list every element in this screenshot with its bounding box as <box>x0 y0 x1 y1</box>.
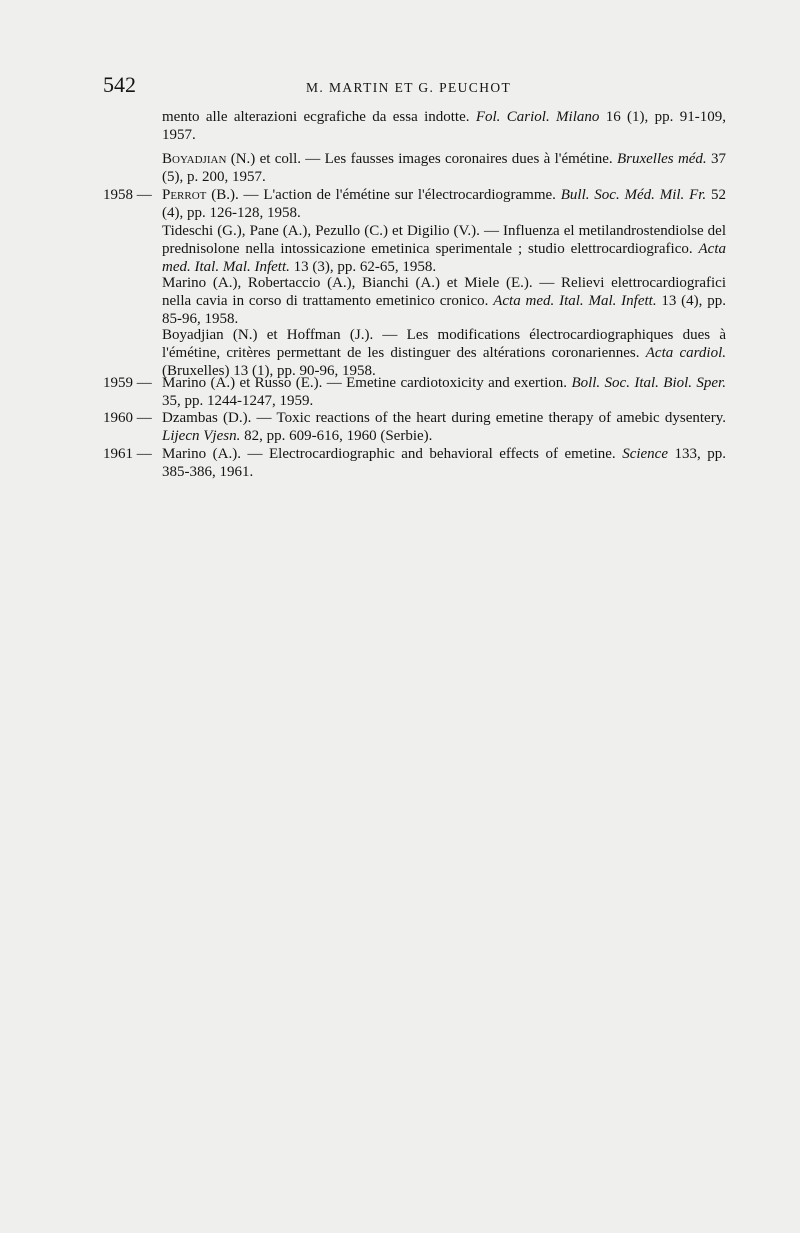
journal-title: Bruxelles méd. <box>616 151 707 167</box>
page-number: 542 <box>103 72 136 97</box>
journal-title: Lijecn Vjesn. <box>162 428 241 445</box>
entry-text: Dzambas (D.). — Toxic reactions of the heart during emetine therapy of amebic dysentery. Lijecn Vjesn. 82, pp. 609-616, 1960 (Serbie). <box>162 410 726 445</box>
author-name: Boyadjian <box>162 151 227 167</box>
entry-text: mento alle alterazioni ecgrafiche da essa indotte. Fol. Cariol. Milano 16 (1), pp. 91-109, 1957. <box>162 109 726 144</box>
entry-text: Boyadjian (N.) et coll. — Les fausses images coronaires dues à l'émétine. Bruxelles méd. 37 (5), p. 200, 1957. <box>162 151 726 186</box>
running-head: M. MARTIN ET G. PEUCHOT <box>306 80 512 95</box>
entry-text: Marino (A.), Robertaccio (A.), Bianchi (A.) et Miele (E.). — Relievi elettrocardiografici nella cavia in corso di trattamento emetinico cronico. Acta med. Ital. Mal. Infett. 13 (4), pp. 85-96, 1958. <box>162 275 726 328</box>
journal-title: Acta med. Ital. Mal. Infett. <box>162 241 726 276</box>
entry-text: Tideschi (G.), Pane (A.), Pezullo (C.) et Digilio (V.). — Influenza el metilandrostendiolse del prednisolone nella intossicazione emetinica sperimentale ; studio elettrocardiografico. Acta med. Ital. Mal. Infett. 13 (3), pp. 62-65, 1958. <box>162 223 726 276</box>
entry-text: Perrot (B.). — L'action de l'émétine sur l'électrocardiogramme. Bull. Soc. Méd. Mil. Fr. 52 (4), pp. 126-128, 1958. <box>162 187 726 222</box>
journal-title: Fol. Cariol. Milano <box>475 109 600 125</box>
author-name: Perrot <box>162 187 207 203</box>
entry-text: Marino (A.) et Russo (E.). — Emetine cardiotoxicity and exertion. Boll. Soc. Ital. Biol. Sper. 35, pp. 1244-1247, 1959. <box>162 375 726 410</box>
entry-text: Boyadjian (N.) et Hoffman (J.). — Les modifications électrocardiographiques dues à l'émétine, critères permettant de les distinguer des altérations coronariennes. Acta cardiol. (Bruxelles) 13 (1), pp. 90-96, 1958. <box>162 327 727 380</box>
journal-title: Boll. Soc. Ital. Biol. Sper. <box>571 375 726 391</box>
entry-year: 1959 — <box>103 375 152 391</box>
page-header <box>0 72 800 100</box>
journal-title: Bull. Soc. Méd. Mil. Fr. <box>560 187 707 203</box>
journal-title: Science <box>622 446 668 462</box>
journal-title: Acta med. Ital. Mal. Infett. <box>493 293 657 310</box>
entry-year: 1960 — <box>103 410 152 426</box>
entry-year: 1961 — <box>103 446 152 462</box>
entry-text: Marino (A.). — Electrocardiographic and behavioral effects of emetine. Science 133, pp. 385-386, 1961. <box>162 446 727 481</box>
journal-title: Acta cardiol. <box>645 345 727 362</box>
entry-year: 1958 — <box>103 187 152 203</box>
